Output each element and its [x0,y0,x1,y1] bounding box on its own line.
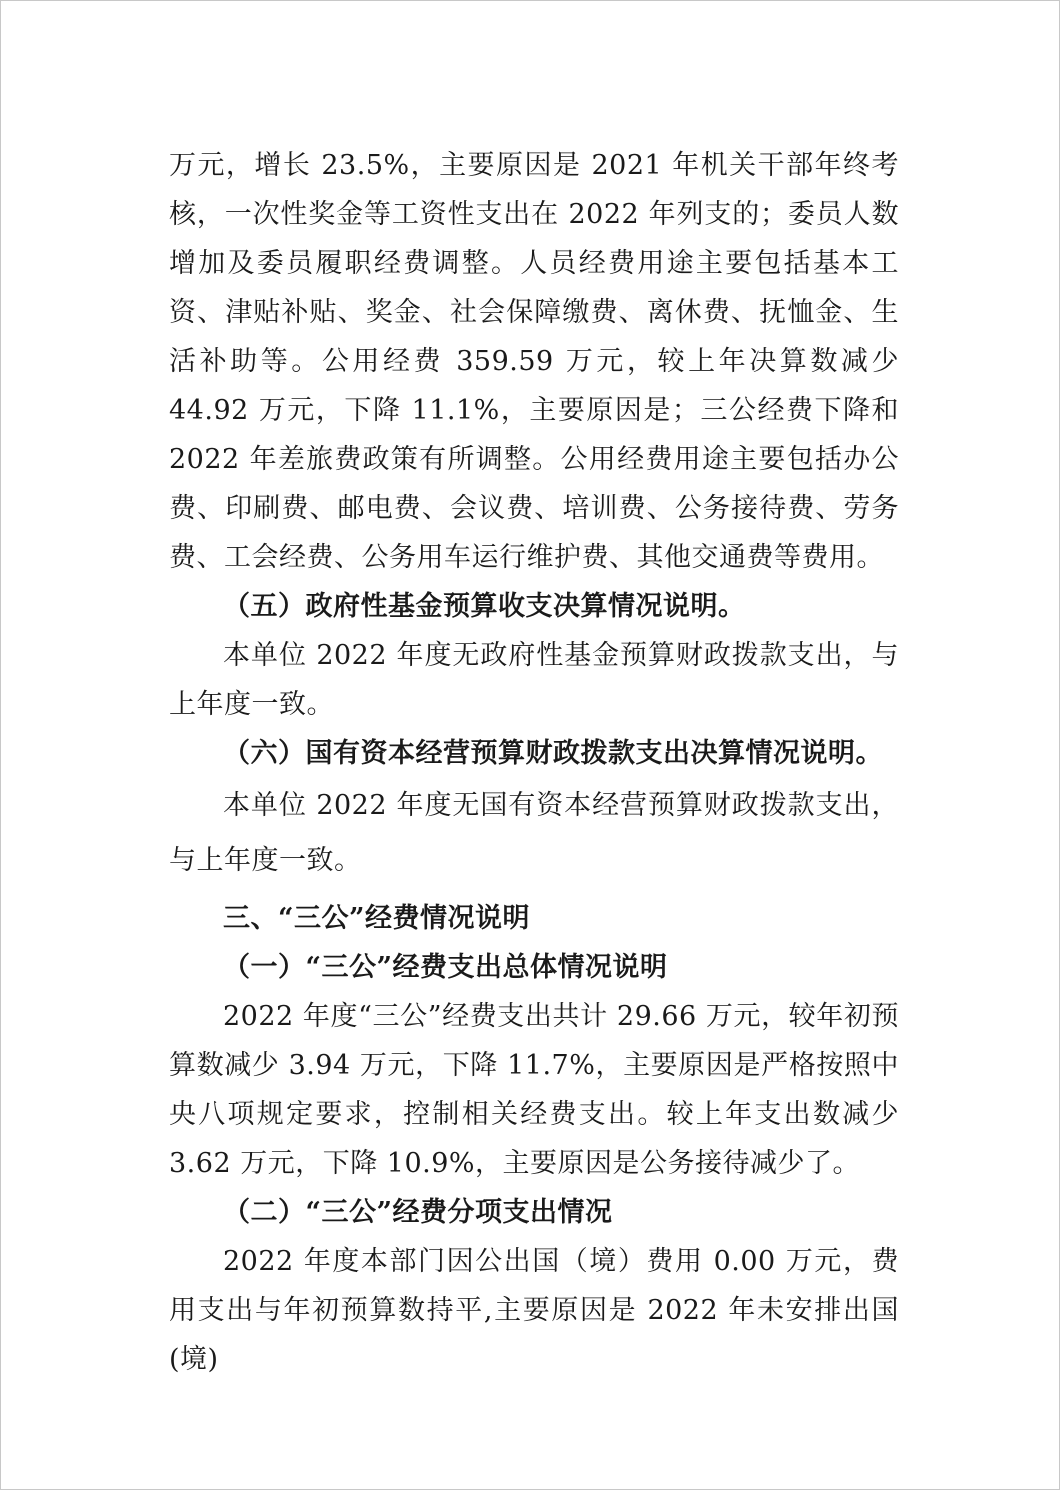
heading-state-capital-budget: （六）国有资本经营预算财政拨款支出决算情况说明。 [223,738,883,769]
heading-three-public-overall: （一）“三公”经费支出总体情况说明 [223,952,668,983]
section-three-title: 三、“三公”经费情况说明 [223,903,531,934]
paragraph-three-public-itemized: 2022 年度本部门因公出国（境）费用 0.00 万元，费用支出与年初预算数持平,主要原因是 2022 年未安排出国(境) [169,1246,899,1375]
paragraph-state-capital-budget: 本单位 2022 年度无国有资本经营预算财政拨款支出，与上年度一致。 [169,790,899,876]
heading-government-fund-budget: （五）政府性基金预算收支决算情况说明。 [223,591,746,622]
heading-three-public-itemized: （二）“三公”经费分项支出情况 [223,1197,613,1228]
paragraph-personnel-expenses: 万元，增长 23.5%，主要原因是 2021 年机关干部年终考核，一次性奖金等工资性支出在 2022 年列支的；委员人数增加及委员履职经费调整。人员经费用途主要包括基本工资、津贴补贴、奖金、社会保障缴费、离休费、抚恤金、生活补助等。公用经费 359.59 万元，较上年决算数减少 44.92 万元，下降 11.1%，主要原因是；三公经费下降和 2022 年差旅费政策有所调整。公用经费用途主要包括办公费、印刷费、邮电费、会议费、培训费、公务接待费、劳务费、工会经费、公务用车运行维护费、其他交通费等费用。 [169,150,899,573]
document-body [169,141,899,1384]
paragraph-three-public-overall: 2022 年度“三公”经费支出共计 29.66 万元，较年初预算数减少 3.94 万元，下降 11.7%，主要原因是严格按照中央八项规定要求，控制相关经费支出。较上年支出数减少 3.62 万元，下降 10.9%，主要原因是公务接待减少了。 [169,1001,899,1179]
paragraph-government-fund-budget: 本单位 2022 年度无政府性基金预算财政拨款支出，与上年度一致。 [169,640,899,720]
